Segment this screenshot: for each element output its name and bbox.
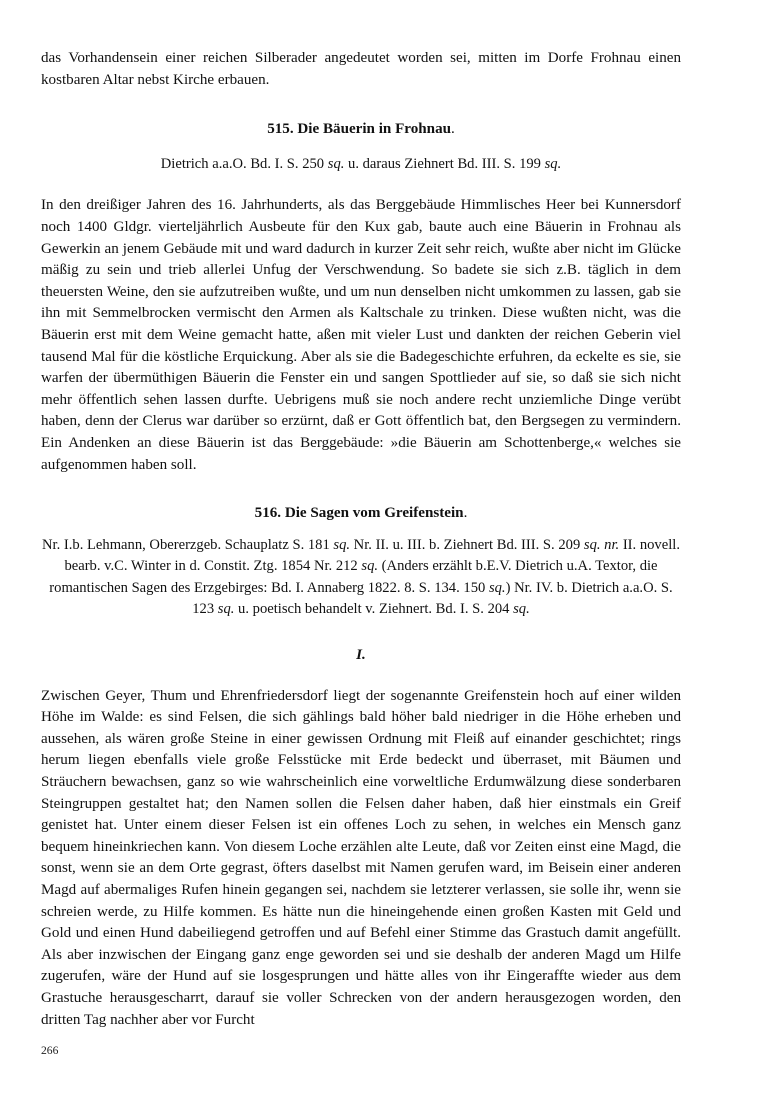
citation-515-part-a: Dietrich a.a.O. Bd. I. S. 250 — [160, 155, 328, 172]
citation-515-part-d: sq. — [544, 155, 562, 172]
section-heading-516 — [41, 476, 681, 525]
citation-516-part-g: (Anders erzählt b.E.V. Dietrich u.A. Textor, die romantischen Sagen des Erzgebirges: Bd. I. Annaberg 1822. 8. S. 134. 150 — [49, 558, 658, 596]
citation-516-part-e: II. novell. bearb. v.C. Winter in d. Constit. Ztg. 1854 Nr. 212 — [64, 536, 680, 575]
continuation-paragraph: das Vorhandensein einer reichen Silberader angedeutet worden sei, mitten im Dorfe Frohnau einen kostbaren Altar nebst Kirche erbauen. — [41, 50, 681, 88]
section-heading-515-text: 515. Die Bäuerin in Frohnau — [267, 121, 452, 138]
section-heading-515 — [41, 91, 681, 141]
citation-515-part-c: u. daraus Ziehnert Bd. III. S. 199 — [344, 155, 545, 172]
citation-516-part-h: sq. — [488, 579, 506, 596]
subsection-marker-i: I. — [356, 647, 366, 664]
citation-516-part-j: sq. — [217, 601, 235, 618]
citation-515 — [41, 141, 681, 176]
section-heading-516-period: . — [463, 505, 468, 522]
section-heading-516-text: 516. Die Sagen vom Greifenstein — [254, 505, 464, 522]
citation-516-part-b: sq. — [333, 536, 351, 553]
citation-516-part-f: sq. — [361, 558, 379, 575]
section-516-body-paragraph: Zwischen Geyer, Thum und Ehrenfriedersdorf liegt der sogenannte Greifenstein hoch auf einer wilden Höhe im Walde: es sind Felsen, die sich gählings bald höher bald niedriger in die Höhe erheben und aussehen, als wären große Steine in einer gewissen Ordnung mit Fleiß auf einander geschichtet; rings herum liegen ebenfalls viele große Felsstücke mit Erde bedeckt und überraset, mit Bäumen und Sträuchern bewachsen, ganz so wie wahrscheinlich eine vorweltliche Erdumwälzung diese sonderbaren Steingruppen gestaltet hat; den Namen sollen die Felsen daher haben, daß hier einstmals ein Greif genistet hat. Unter einem dieser Felsen ist ein offenes Loch zu sehen, in welches ein Mensch ganz bequem hineinkriechen kann. Von diesem Loche erzählen alte Leute, daß vor Zeiten einst eine Magd, die sonst, wenn sie an dem Orte gegrast, öfters daselbst mit Namen gerufen ward, im Beisein einer anderen Magd auf abermaliges Rufen hinein gegangen sei, nachdem sie letzterer verlassen, sie solle ihr, wenn sie schreien werde, zu Hilfe kommen. Es hätte nun die hineingehende einen großen Kasten mit Geld und Gold und einen Hund dabeiliegend getroffen und auf Befehl einer Stimme das Grastuch damit angefüllt. Als aber inzwischen der Eingang ganz enge geworden sei und sie deshalb der anderen Magd um Hilfe zugerufen, wäre der Hund auf sie losgesprungen und hätte alles von ihr Eingeraffte wieder aus dem Grastuche herausgescharrt, darauf sie voller Schrecken von der andern herausgezogen worden, den dritten Tag nachher aber vor Furcht — [41, 687, 681, 1028]
citation-516-part-l: sq. — [513, 601, 530, 618]
citation-515-part-b: sq. — [327, 155, 345, 172]
citation-516-part-d: sq. nr. — [583, 536, 620, 553]
citation-516 — [41, 525, 681, 621]
citation-516-part-a: Nr. I.b. Lehmann, Obererzgeb. Schauplatz S. 181 — [42, 536, 334, 553]
section-heading-515-period: . — [451, 121, 455, 138]
page-content-column — [41, 0, 681, 1100]
page-number: 266 — [41, 1044, 59, 1057]
citation-516-part-i: ) Nr. IV. b. Dietrich a.a.O. S. 123 — [192, 579, 673, 618]
citation-516-part-c: Nr. II. u. III. b. Ziehnert Bd. III. S. 209 — [350, 536, 584, 553]
citation-516-part-k: u. poetisch behandelt v. Ziehnert. Bd. I. S. 204 — [234, 601, 514, 618]
section-515-body-paragraph: In den dreißiger Jahren des 16. Jahrhunderts, als das Berggebäude Himmlisches Heer bei Kunnersdorf noch 1400 Gldgr. vierteljährlich Ausbeute für den Kux gab, baute auch eine Bäuerin in Frohnau als Gewerkin an jenem Gebäude mit und ward dadurch in kurzer Zeit sehr reich, wußte aber nicht im Glücke mäßig zu sein und trieb allerlei Unfug der Verschwendung. So badete sie sich z.B. täglich in dem theuersten Weine, den sie aufzutreiben wußte, und um nun denselben nicht umkommen zu lassen, gab sie ihn mit Semmelbrocken vermischt den Armen als Kaltschale zu trinken. Diese wußten nicht, was die Bäuerin erst mit dem Weine gemacht hatte, aßen mit vieler Lust und dankten der reichen Geberin viel tausend Mal für die köstliche Erquickung. Aber als sie die Badegeschichte erfuhren, da eckelte es sie, sie warfen der übermüthigen Bäuerin die Fenster ein und sangen Spottlieder auf sie, so daß sie sich nicht mehr öffentlich sehen lassen durfte. Uebrigens muß sie noch andere recht unziemliche Dinge verübt haben, denn der Clerus war darüber so erzürnt, daß er Gott öffentlich bat, den Bergsegen zu vermindern. Ein Andenken an diese Bäuerin ist das Berggebäude: »die Bäuerin am Schottenberge,« welches sie aufgenommen haben soll. — [41, 197, 681, 473]
